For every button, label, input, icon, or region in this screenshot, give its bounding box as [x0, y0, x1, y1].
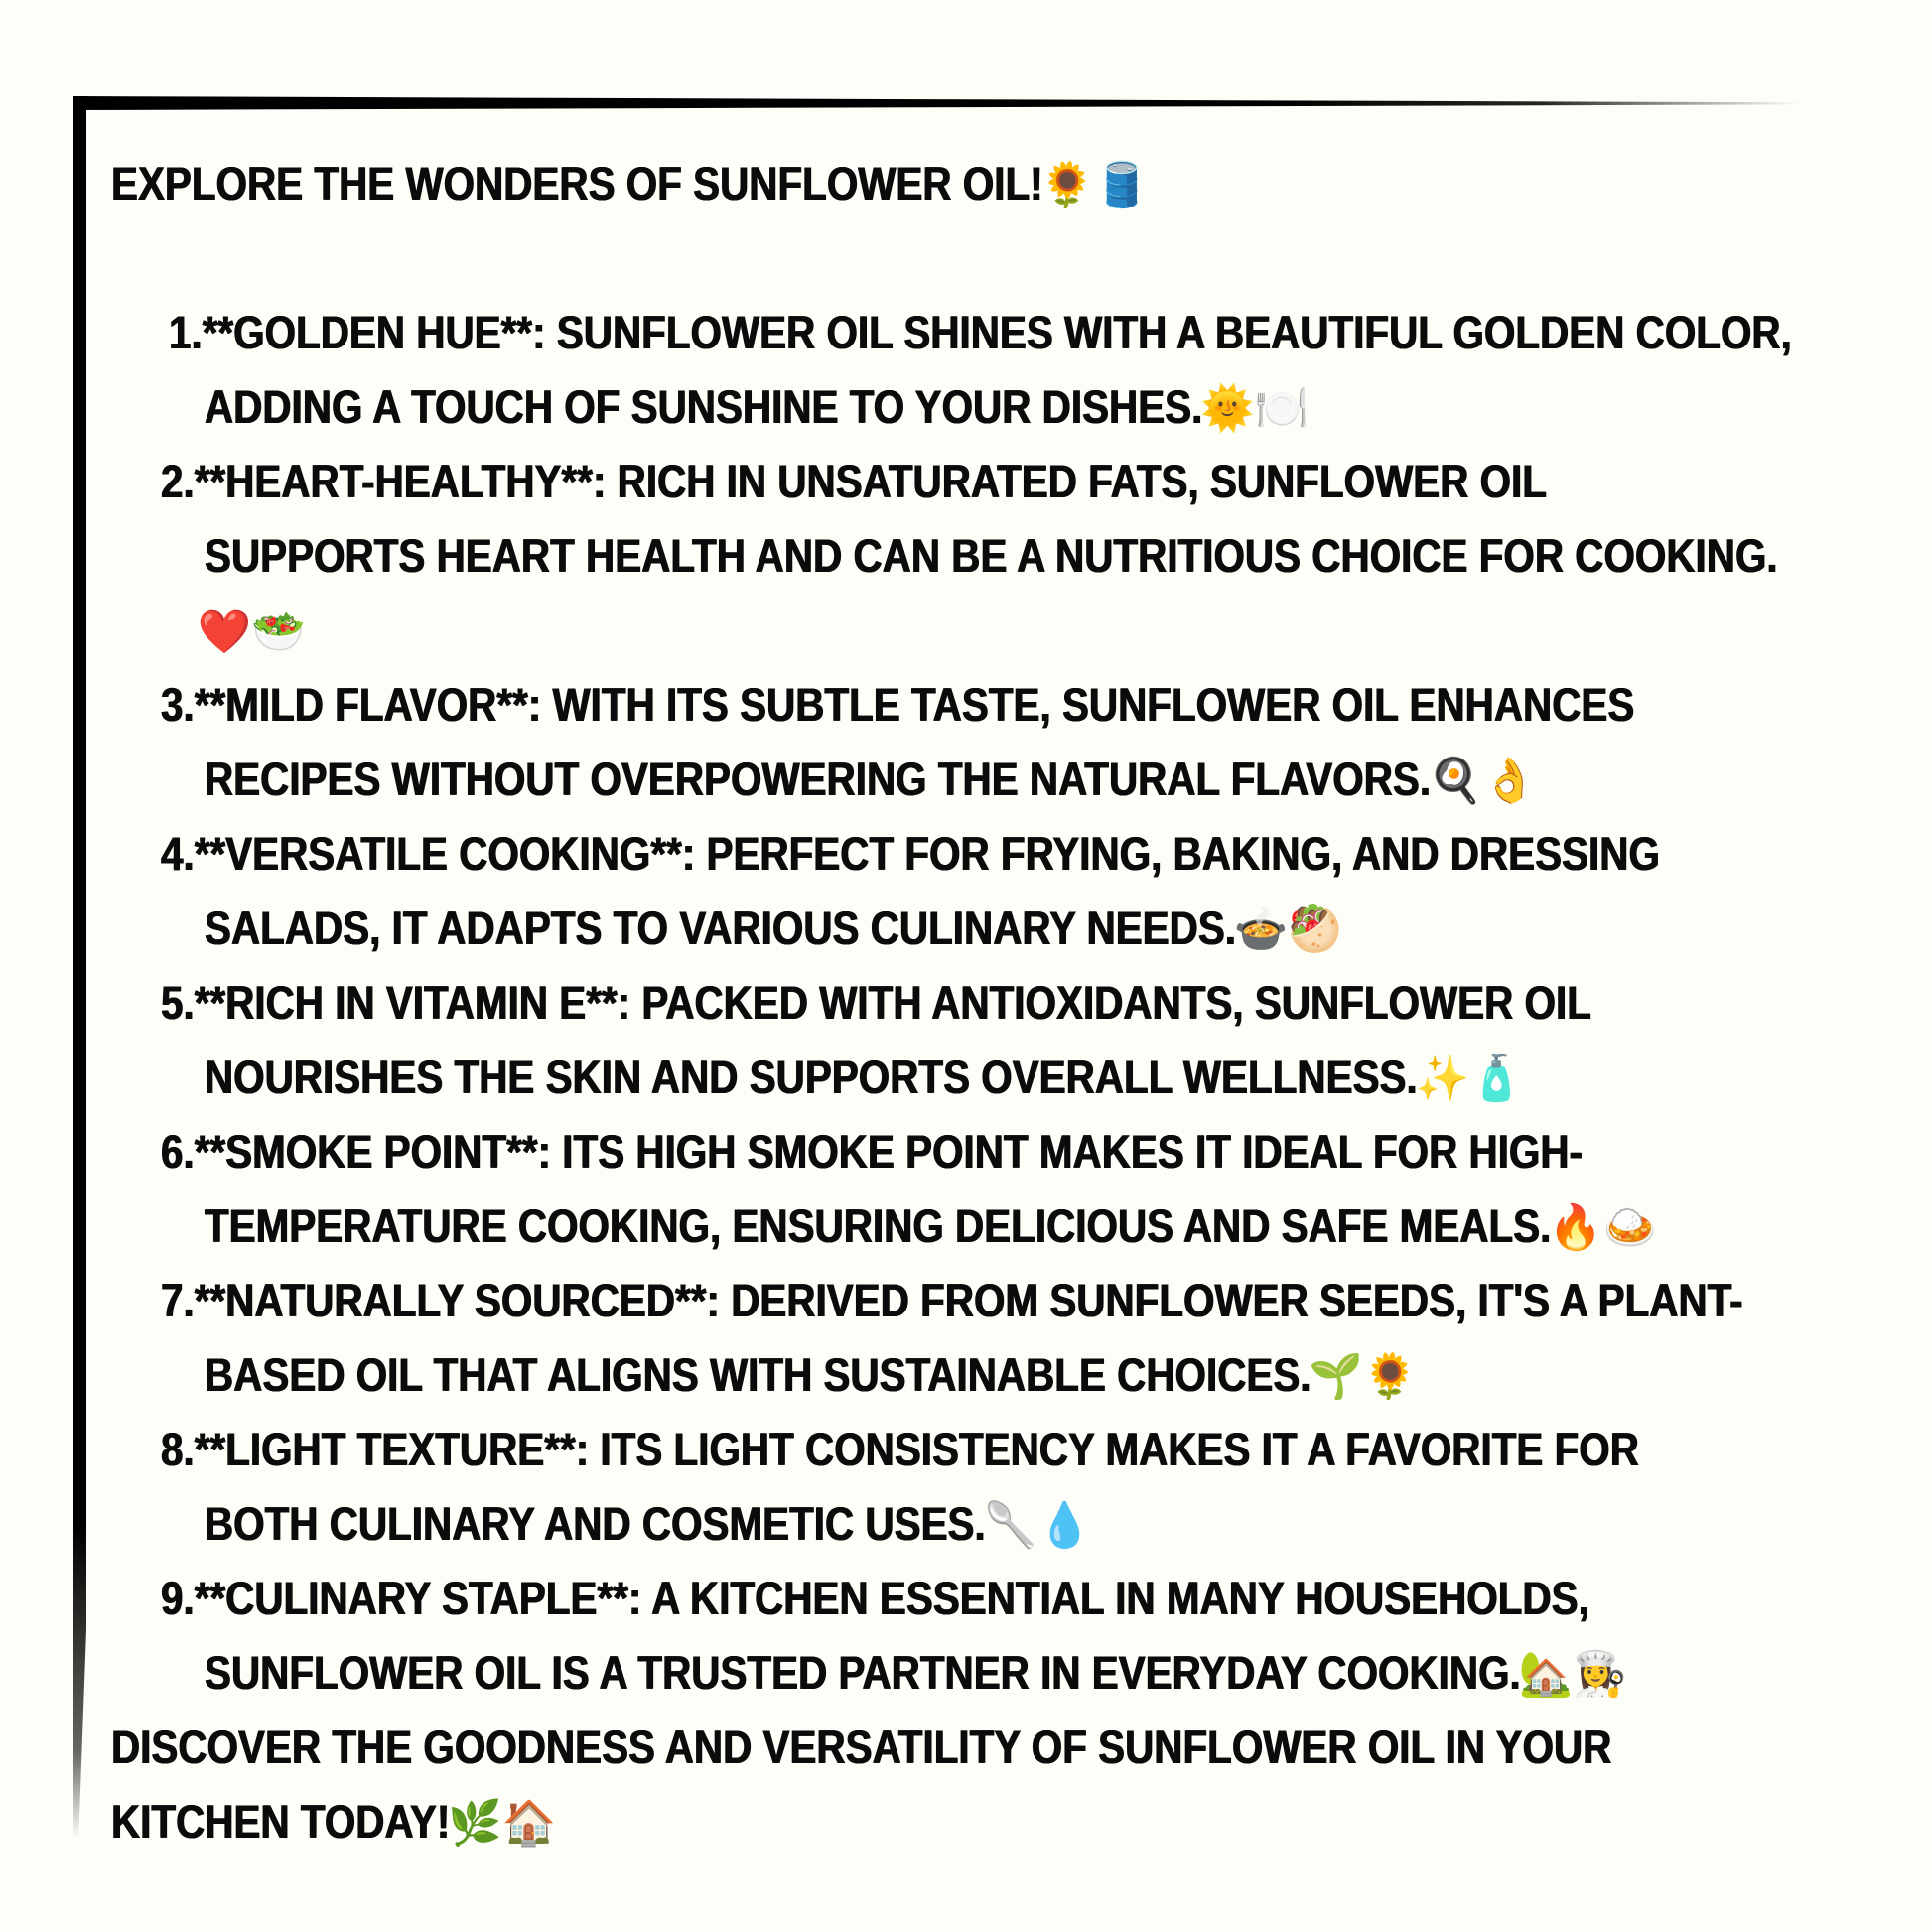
list-item-2-line-2: [205, 518, 1778, 593]
list-item-1-line-1: [169, 295, 1792, 369]
herb-house-icons: 🌿🏠: [447, 1798, 557, 1849]
list-item-7-line-1: [161, 1263, 1743, 1337]
list-item-5-line-1: [161, 965, 1591, 1039]
closing-text: DISCOVER THE GOODNESS AND VERSATILITY OF SUNFLOWER OIL IN YOUR: [111, 1721, 1612, 1773]
list-item-text: BASED OIL THAT ALIGNS WITH SUSTAINABLE CHOICES.: [205, 1348, 1311, 1401]
list-item-text: **CULINARY STAPLE**: A KITCHEN ESSENTIAL IN MANY HOUSEHOLDS,: [194, 1572, 1589, 1624]
list-item-text: SUNFLOWER OIL IS A TRUSTED PARTNER IN EVERYDAY COOKING.: [205, 1646, 1521, 1699]
closing-line-1: [111, 1710, 1611, 1784]
list-number: 4.: [161, 827, 195, 880]
pan-okhand-icons: 🍳👌: [1428, 756, 1538, 806]
heart-salad-icons: ❤️🥗: [197, 607, 306, 657]
pot-flatbread-icons: 🍲🥙: [1233, 904, 1342, 955]
list-number: 2.: [161, 455, 195, 507]
list-item-5-line-2: [205, 1039, 1524, 1116]
list-item-text: **NATURALLY SOURCED**: DERIVED FROM SUNFLOWER SEEDS, IT'S A PLANT-: [194, 1274, 1743, 1326]
list-item-text: RECIPES WITHOUT OVERPOWERING THE NATURAL FLAVORS.: [205, 753, 1432, 805]
closing-text: KITCHEN TODAY!: [111, 1795, 451, 1848]
list-item-text: ADDING A TOUCH OF SUNSHINE TO YOUR DISHES.: [205, 380, 1203, 433]
list-item-text: NOURISHES THE SKIN AND SUPPORTS OVERALL WELLNESS.: [205, 1050, 1418, 1103]
list-item-4-line-1: [161, 816, 1660, 891]
list-item-8-line-2: [205, 1486, 1092, 1563]
list-item-1-line-2: [205, 369, 1310, 446]
title-text: EXPLORE THE WONDERS OF SUNFLOWER OIL!: [111, 157, 1043, 209]
list-item-7-line-2: [205, 1337, 1418, 1414]
list-item-text: **LIGHT TEXTURE**: ITS LIGHT CONSISTENCY MAKES IT A FAVORITE FOR: [194, 1423, 1639, 1475]
list-item-2-line-3: [197, 593, 306, 669]
closing-line-2: [111, 1784, 557, 1861]
list-number: 3.: [161, 678, 195, 731]
list-item-text: TEMPERATURE COOKING, ENSURING DELICIOUS AND SAFE MEALS.: [205, 1199, 1552, 1252]
list-number: 7.: [161, 1274, 195, 1326]
list-item-4-line-2: [205, 891, 1342, 967]
list-item-text: **MILD FLAVOR**: WITH ITS SUBTLE TASTE, SUNFLOWER OIL ENHANCES: [194, 678, 1635, 731]
spoon-droplet-icons: 🥄💧: [983, 1500, 1092, 1551]
sunflower-oil-drum-icons: 🌻🛢️: [1040, 160, 1150, 210]
list-number: 1.: [169, 306, 203, 358]
list-item-text: SUPPORTS HEART HEALTH AND CAN BE A NUTRITIOUS CHOICE FOR COOKING.: [205, 529, 1778, 582]
list-item-text: BOTH CULINARY AND COSMETIC USES.: [205, 1497, 986, 1550]
list-item-text: **SMOKE POINT**: ITS HIGH SMOKE POINT MAKES IT IDEAL FOR HIGH-: [194, 1125, 1584, 1177]
post-title: [111, 146, 1150, 222]
fire-curry-icons: 🔥🍛: [1549, 1202, 1658, 1253]
house-cook-icons: 🏡👩‍🍳: [1518, 1649, 1627, 1700]
list-item-3-line-2: [205, 742, 1538, 818]
list-item-9-line-2: [205, 1635, 1627, 1712]
list-item-8-line-1: [161, 1412, 1639, 1486]
seedling-sunflower-icons: 🌱🌻: [1309, 1351, 1418, 1402]
list-item-6-line-2: [205, 1188, 1658, 1265]
list-item-3-line-1: [161, 667, 1634, 742]
sun-plate-icons: 🌞🍽️: [1200, 383, 1310, 434]
list-item-2-line-1: [161, 444, 1547, 518]
sparkles-lotion-icons: ✨🧴: [1415, 1053, 1524, 1104]
list-item-6-line-1: [161, 1114, 1583, 1188]
list-item-text: **HEART-HEALTHY**: RICH IN UNSATURATED FATS, SUNFLOWER OIL: [194, 455, 1547, 507]
list-item-text: SALADS, IT ADAPTS TO VARIOUS CULINARY NEEDS.: [205, 901, 1237, 954]
list-number: 9.: [161, 1572, 195, 1624]
list-number: 5.: [161, 976, 195, 1029]
list-number: 6.: [161, 1125, 195, 1177]
list-number: 8.: [161, 1423, 195, 1475]
list-item-text: **RICH IN VITAMIN E**: PACKED WITH ANTIOXIDANTS, SUNFLOWER OIL: [194, 976, 1591, 1029]
list-item-text: **VERSATILE COOKING**: PERFECT FOR FRYING, BAKING, AND DRESSING: [194, 827, 1660, 880]
list-item-9-line-1: [161, 1561, 1589, 1635]
list-item-text: **GOLDEN HUE**: SUNFLOWER OIL SHINES WITH A BEAUTIFUL GOLDEN COLOR,: [202, 306, 1792, 358]
